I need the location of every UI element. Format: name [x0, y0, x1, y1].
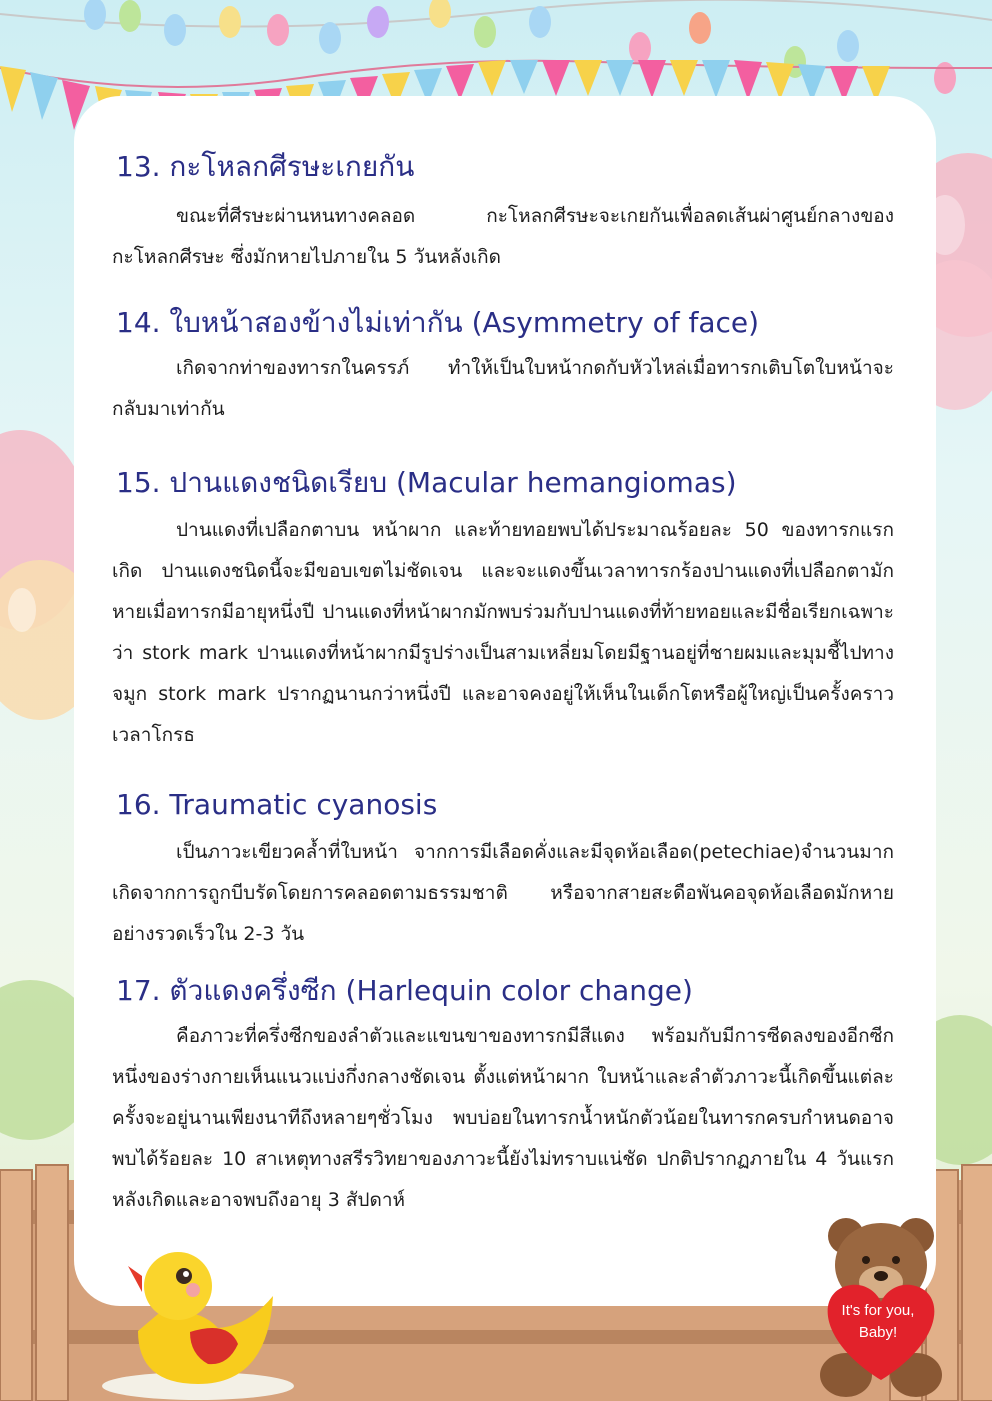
section-17-text: คือภาวะที่ครึ่งซีกของลำตัวและแขนขาของทารกมีสีแดง พร้อมกับมีการซีดลงของอีกซีกหนึ่งของร่างกายเห็นแนวแบ่งกึ่งกลางชัดเจน ตั้งแต่หน้าผาก ใบหน้าและลำตัวภาวะนี้เกิดขึ้นแต่ละครั้งจะอยู่นานเพียงนาทีถึงหลายๆชั่วโมง พบบ่อยในทารกน้ำหนักตัวน้อยในทารกครบกำหนดอาจพบได้ร้อยละ 10 สาเหตุทางสรีรวิทยาของภาวะนี้ยังไม่ทราบแน่ชัด ปกติปรากฏภายใน 4 วันแรก หลังเกิดและอาจพบถึงอายุ 3 สัปดาห์	[112, 1025, 894, 1211]
section-13-title: 13. กะโหลกศีรษะเกยกัน	[116, 150, 415, 183]
heart-message-line-1: It's for you,	[841, 1302, 915, 1319]
section-15-title: 15. ปานแดงชนิดเรียบ (Macular hemangiomas)	[116, 466, 737, 499]
section-15-text: ปานแดงที่เปลือกตาบน หน้าผาก และท้ายทอยพบได้ประมาณร้อยละ 50 ของทารกแรกเกิด ปานแดงชนิดนี้จะมีขอบเขตไม่ชัดเจน และจะแดงขึ้นเวลาทารกร้องปานแดงที่เปลือกตามักหายเมื่อทารกมีอายุหนึ่งปี ปานแดงที่หน้าผากมักพบร่วมกับปานแดงที่ท้ายทอยและมีชื่อเรียกเฉพาะว่า stork mark ปานแดงที่หน้าผากมีรูปร่างเป็นสามเหลี่ยมโดยมีฐานอยู่ที่ชายผมและมุมชี้ไปทางจมูก stork mark ปรากฏนานกว่าหนึ่งปี และอาจคงอยู่ให้เห็นในเด็กโตหรือผู้ใหญ่เป็นครั้งคราวเวลาโกรธ	[112, 519, 894, 746]
section-13-text: ขณะที่ศีรษะผ่านหนทางคลอด กะโหลกศีรษะจะเกยกันเพื่อลดเส้นผ่าศูนย์กลางของกะโหลกศีรษะ ซึ่งมักหายไปภายใน 5 วันหลังเกิด	[112, 205, 894, 268]
heart-message-line-2: Baby!	[858, 1324, 898, 1341]
section-16-title: 16. Traumatic cyanosis	[116, 788, 438, 821]
duck-icon	[98, 1236, 298, 1401]
section-14-text: เกิดจากท่าของทารกในครรภ์ ทำให้เป็นใบหน้ากดกับหัวไหล่เมื่อทารกเติบโตใบหน้าจะกลับมาเท่ากัน	[112, 357, 894, 420]
section-17-title: 17. ตัวแดงครึ่งซีก (Harlequin color change)	[116, 974, 693, 1007]
section-16-text: เป็นภาวะเขียวคล้ำที่ใบหน้า จากการมีเลือดคั่งและมีจุดห้อเลือด(petechiae)จำนวนมาก เกิดจากการถูกบีบรัดโดยการคลอดตามธรรมชาติ หรือจากสายสะดือพันคอจุดห้อเลือดมักหายอย่างรวดเร็วใน 2-3 วัน	[112, 841, 894, 945]
section-14-title: 14. ใบหน้าสองข้างไม่เท่ากัน (Asymmetry of face)	[116, 306, 760, 339]
heart-message	[818, 1300, 938, 1344]
